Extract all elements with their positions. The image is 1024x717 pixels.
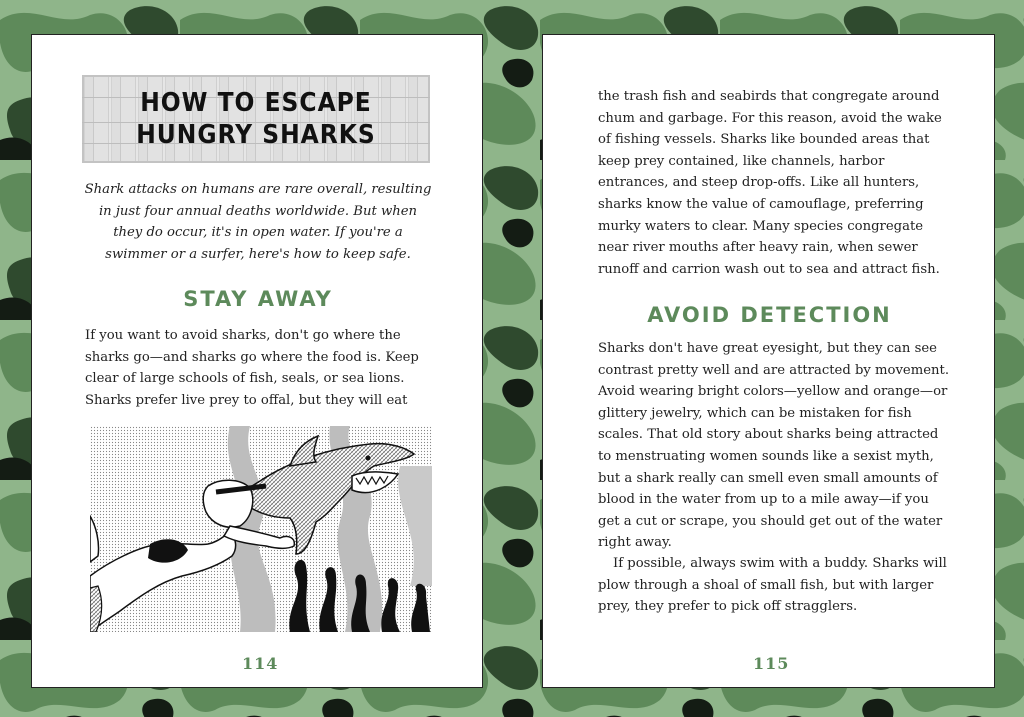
section-heading-avoid-detection: AVOID DETECTION xyxy=(647,303,892,327)
page-number: 115 xyxy=(753,654,790,673)
body-paragraph: If you want to avoid sharks, don't go where the sharks go—and sharks go where the food is. Keep clear of large schools of fish, seals, or sea lions. Sharks prefer live prey to offal, but they will eat xyxy=(85,328,419,408)
page-number: 114 xyxy=(242,654,279,673)
body-paragraph-continued: the trash fish and seabirds that congregate around chum and garbage. For this reason, avoid the wake of fishing vessels. Sharks like bounded areas that keep prey contained, like channels, harbor entrances, and steep drop-offs. Like all hunters, sharks know the value of camouflage, preferring murky waters to clear. Many species congregate near river mouths after heavy rain, when sewer runoff and carrion wash out to sea and attract fish. xyxy=(598,89,942,277)
body-paragraph-buddy: If possible, always swim with a buddy. Sharks will plow through a shoal of small fish, but with larger prey, they prefer to pick off stragglers. xyxy=(598,556,947,615)
title-banner xyxy=(82,75,430,163)
right-page xyxy=(542,34,995,688)
section-heading-stay-away: STAY AWAY xyxy=(183,287,333,311)
left-page xyxy=(31,34,483,688)
intro-paragraph: Shark attacks on humans are rare overall, resulting in just four annual deaths worldwide. But when they do occur, it's in open water. If you're a swimmer or a surfer, here's how to keep safe. xyxy=(84,182,432,262)
chapter-title-line-2: HUNGRY SHARKS xyxy=(136,120,376,150)
chapter-title-line-1: HOW TO ESCAPE xyxy=(140,88,372,118)
shark-and-swimmer-illustration xyxy=(90,426,432,632)
body-paragraph-detection: Sharks don't have great eyesight, but they can see contrast pretty well and are attracted by movement. Avoid wearing bright colors—yellow and orange—or glittery jewelry, which can be mistaken for fish scales. That old story about sharks being attracted to menstruating women sounds like a sexist myth, but a shark really can smell even small amounts of blood in the water from up to a mile away—if you get a cut or scrape, you should get out of the water right away. xyxy=(598,341,950,551)
